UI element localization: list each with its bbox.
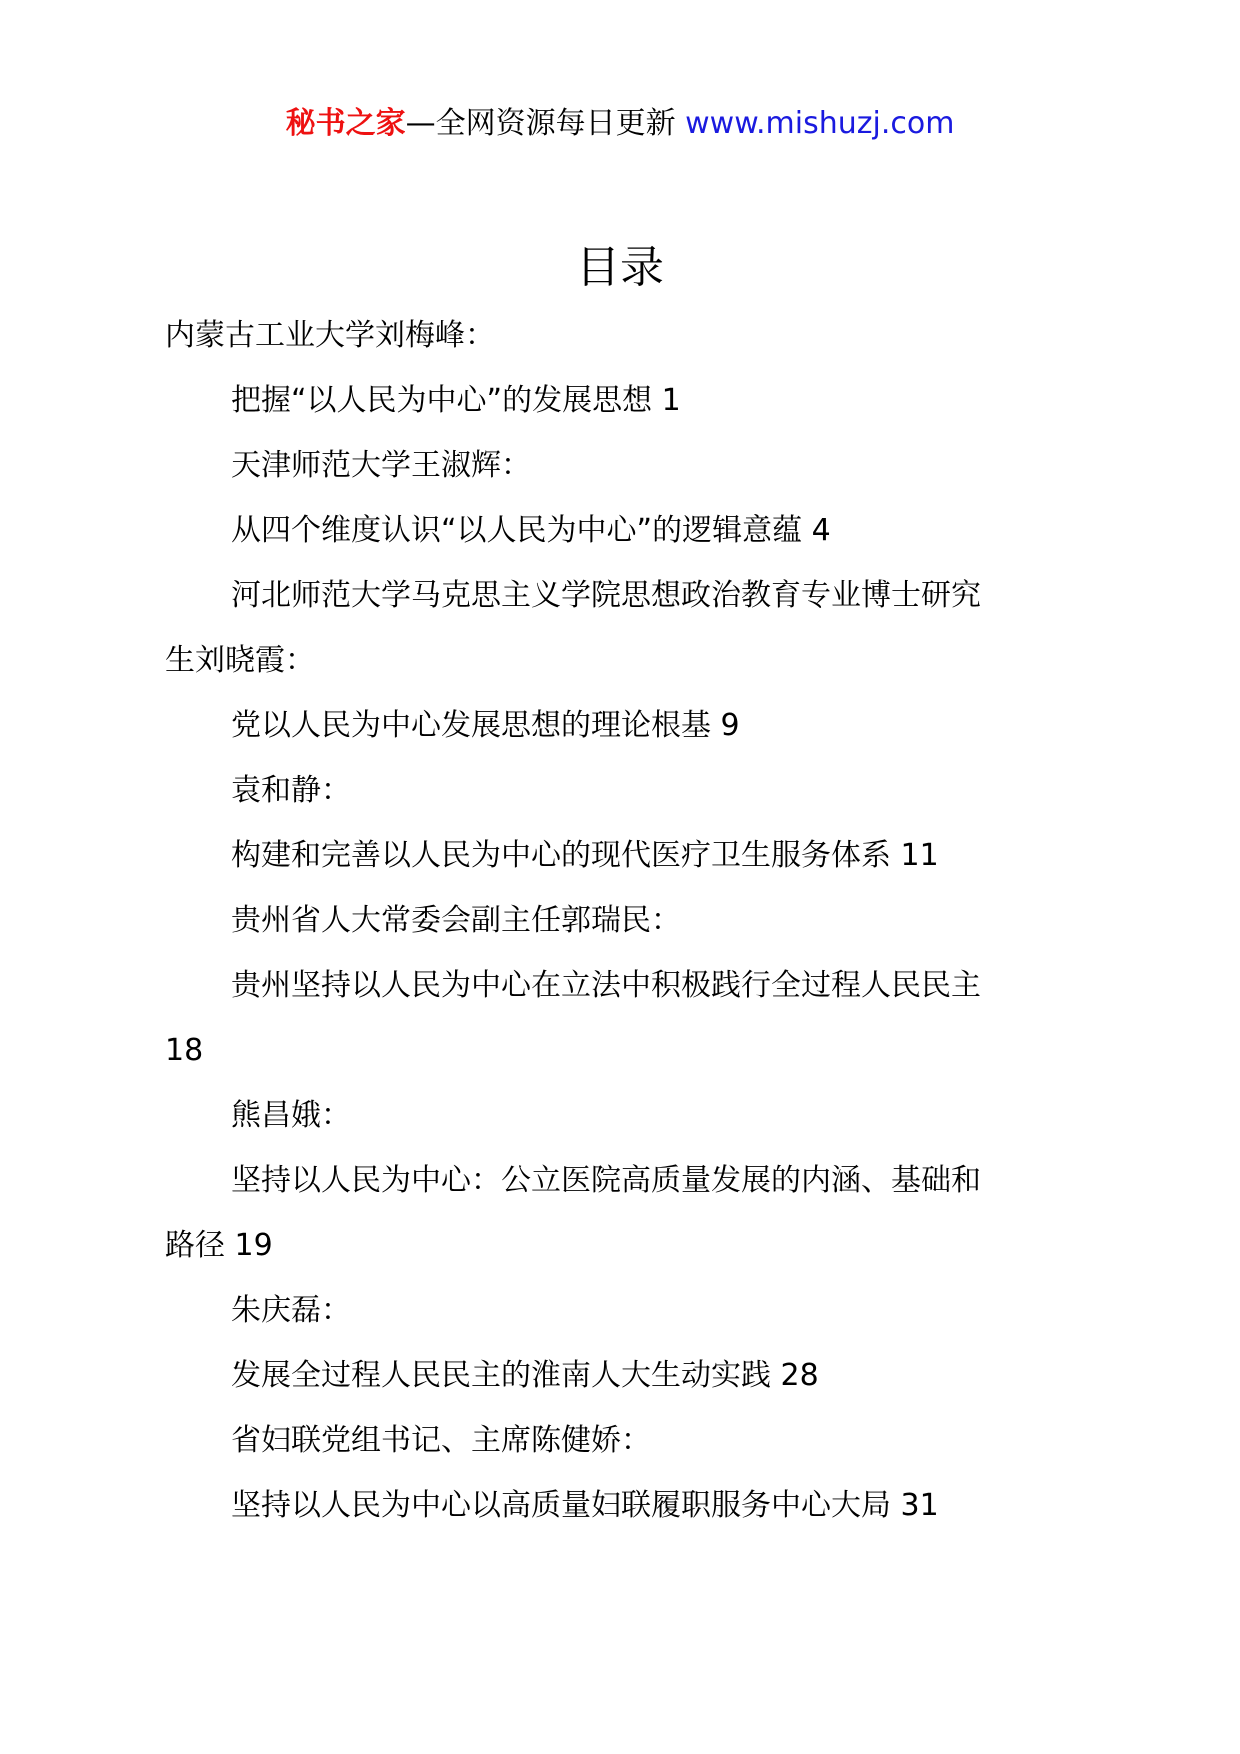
- toc-line-author: 河北师范大学马克思主义学院思想政治教育专业博士研究: [231, 578, 981, 613]
- toc-line-entry[interactable]: 党以人民为中心发展思想的理论根基 9: [231, 708, 740, 743]
- toc-line-entry-continued[interactable]: 18: [165, 1033, 204, 1068]
- toc-line-author-continued: 生刘晓霞：: [165, 643, 315, 678]
- header-tagline: —全网资源每日更新: [405, 106, 686, 141]
- page-title: 目录: [576, 242, 664, 293]
- toc-line-entry[interactable]: 贵州坚持以人民为中心在立法中积极践行全过程人民民主: [231, 968, 981, 1003]
- site-url-link[interactable]: www.mishuzj.com: [685, 106, 955, 141]
- toc-line-author: 熊昌娥：: [231, 1098, 351, 1133]
- toc-line-author: 贵州省人大常委会副主任郭瑞民：: [231, 903, 681, 938]
- toc-line-author: 省妇联党组书记、主席陈健娇：: [231, 1423, 651, 1458]
- toc-line-entry-continued[interactable]: 路径 19: [165, 1228, 273, 1263]
- brand-name: 秘书之家: [285, 106, 406, 141]
- toc-line-author: 内蒙古工业大学刘梅峰：: [165, 318, 495, 353]
- toc-line-entry[interactable]: 发展全过程人民民主的淮南人大生动实践 28: [231, 1358, 819, 1393]
- toc-line-author: 朱庆磊：: [231, 1293, 351, 1328]
- toc-line-entry[interactable]: 构建和完善以人民为中心的现代医疗卫生服务体系 11: [231, 838, 939, 873]
- toc-line-entry[interactable]: 坚持以人民为中心：公立医院高质量发展的内涵、基础和: [231, 1163, 981, 1198]
- toc-line-entry[interactable]: 把握“以人民为中心”的发展思想 1: [231, 383, 681, 418]
- toc-line-entry[interactable]: 坚持以人民为中心以高质量妇联履职服务中心大局 31: [231, 1488, 939, 1523]
- site-header: [0, 100, 1240, 148]
- toc-line-entry[interactable]: 从四个维度认识“以人民为中心”的逻辑意蕴 4: [231, 513, 831, 548]
- table-of-contents: [165, 303, 1090, 1538]
- toc-line-author: 天津师范大学王淑辉：: [231, 448, 531, 483]
- toc-line-author: 袁和静：: [231, 773, 351, 808]
